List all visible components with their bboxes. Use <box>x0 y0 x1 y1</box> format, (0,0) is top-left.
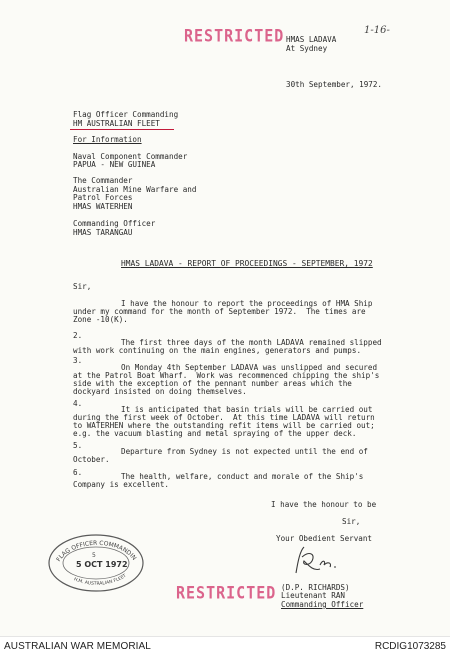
origin-location: At Sydney <box>286 44 328 53</box>
para5-number: 5. <box>73 441 83 450</box>
office-receipt-stamp <box>46 531 146 593</box>
para2-number: 2. <box>73 331 83 340</box>
restricted-stamp-bottom: RESTRICTED <box>176 583 277 603</box>
para1-line2: under my command for the month of September 1972. The times are <box>73 307 366 316</box>
stamp-date: 5 OCT 1972 <box>76 560 128 569</box>
origin-ship: HMAS LADAVA <box>286 35 337 44</box>
recipient-1-line1: Naval Component Commander <box>73 152 188 161</box>
addressee-line1: Flag Officer Commanding <box>73 110 179 119</box>
recipient-3-line2: HMAS TARANGAU <box>73 228 133 237</box>
signatory-role: Commanding Officer <box>281 600 364 609</box>
restricted-stamp-top: RESTRICTED <box>184 26 285 46</box>
para1-line1: I have the honour to report the proceedings of HMA Ship <box>121 299 373 308</box>
para4-line3: to WATERHEN where the outstanding refit items will be carried out; <box>73 421 375 430</box>
stamp-number: 5 <box>92 552 96 559</box>
para3-number: 3. <box>73 356 83 365</box>
addressee-line2: HM AUSTRALIAN FLEET <box>73 119 160 128</box>
stamp-bottom-text: H.M. AUSTRALIAN FLEET <box>72 573 128 587</box>
stamp-top-text: FLAG OFFICER COMMANDIN <box>55 539 138 564</box>
para2-line2: with work continuing on the main engines, generators and pumps. <box>73 346 362 355</box>
recipient-2-line1: The Commander <box>73 176 133 185</box>
closing-line1: I have the honour to be <box>271 500 377 509</box>
recipient-2-line4: HMAS WATERHEN <box>73 202 133 211</box>
para4-line2: during the first week of October. At this time LADAVA will return <box>73 413 375 422</box>
para4-number: 4. <box>73 399 83 408</box>
para3-line3: side with the exception of the pennant number areas which the <box>73 379 352 388</box>
archive-footer <box>0 636 450 654</box>
closing-line2: Sir, <box>342 517 361 526</box>
para3-line4: dockyard insisted on doing themselves. <box>73 387 247 396</box>
para4-line1: It is anticipated that basin trials will be carried out <box>121 405 373 414</box>
footer-source: AUSTRALIAN WAR MEMORIAL <box>4 641 151 652</box>
subject-heading: HMAS LADAVA - REPORT OF PROCEEDINGS - SEPTEMBER, 1972 <box>121 259 373 268</box>
footer-record-id: RCDIG1073285 <box>374 641 446 652</box>
salutation: Sir, <box>73 282 92 291</box>
recipient-2-line2: Australian Mine Warfare and <box>73 185 197 194</box>
signatory-name: (D.P. RICHARDS) <box>281 583 350 592</box>
para6-line2: Company is excellent. <box>73 480 170 489</box>
handwritten-signature <box>290 543 346 577</box>
addressee-red-underline <box>70 129 174 130</box>
recipient-3-line1: Commanding Officer <box>73 219 156 228</box>
para2-line1: The first three days of the month LADAVA remained slipped <box>121 338 382 347</box>
para6-line1: The health, welfare, conduct and morale of the Ship's <box>121 472 364 481</box>
para3-line1: On Monday 4th September LADAVA was unslipped and secured <box>121 363 378 372</box>
para5-line1: Departure from Sydney is not expected until the end of <box>121 447 368 456</box>
page-reference: 1-16- <box>364 25 390 36</box>
para4-line4: e.g. the vacuum blasting and metal spraying of the upper deck. <box>73 429 357 438</box>
closing-line3: Your Obedient Servant <box>276 534 373 543</box>
recipient-2-line3: Patrol Forces <box>73 193 133 202</box>
recipient-1-line2: PAPUA - NEW GUINEA <box>73 160 156 169</box>
for-information-heading: For Information <box>73 135 142 144</box>
letter-date: 30th September, 1972. <box>286 80 383 89</box>
para6-number: 6. <box>73 468 83 477</box>
para5-line2: October. <box>73 455 110 464</box>
signatory-rank: Lieutenant RAN <box>281 591 346 600</box>
para3-line2: at the Patrol Boat Wharf. Work was recommenced chipping the ship's <box>73 371 380 380</box>
para1-line3: Zone -10(K). <box>73 315 128 324</box>
